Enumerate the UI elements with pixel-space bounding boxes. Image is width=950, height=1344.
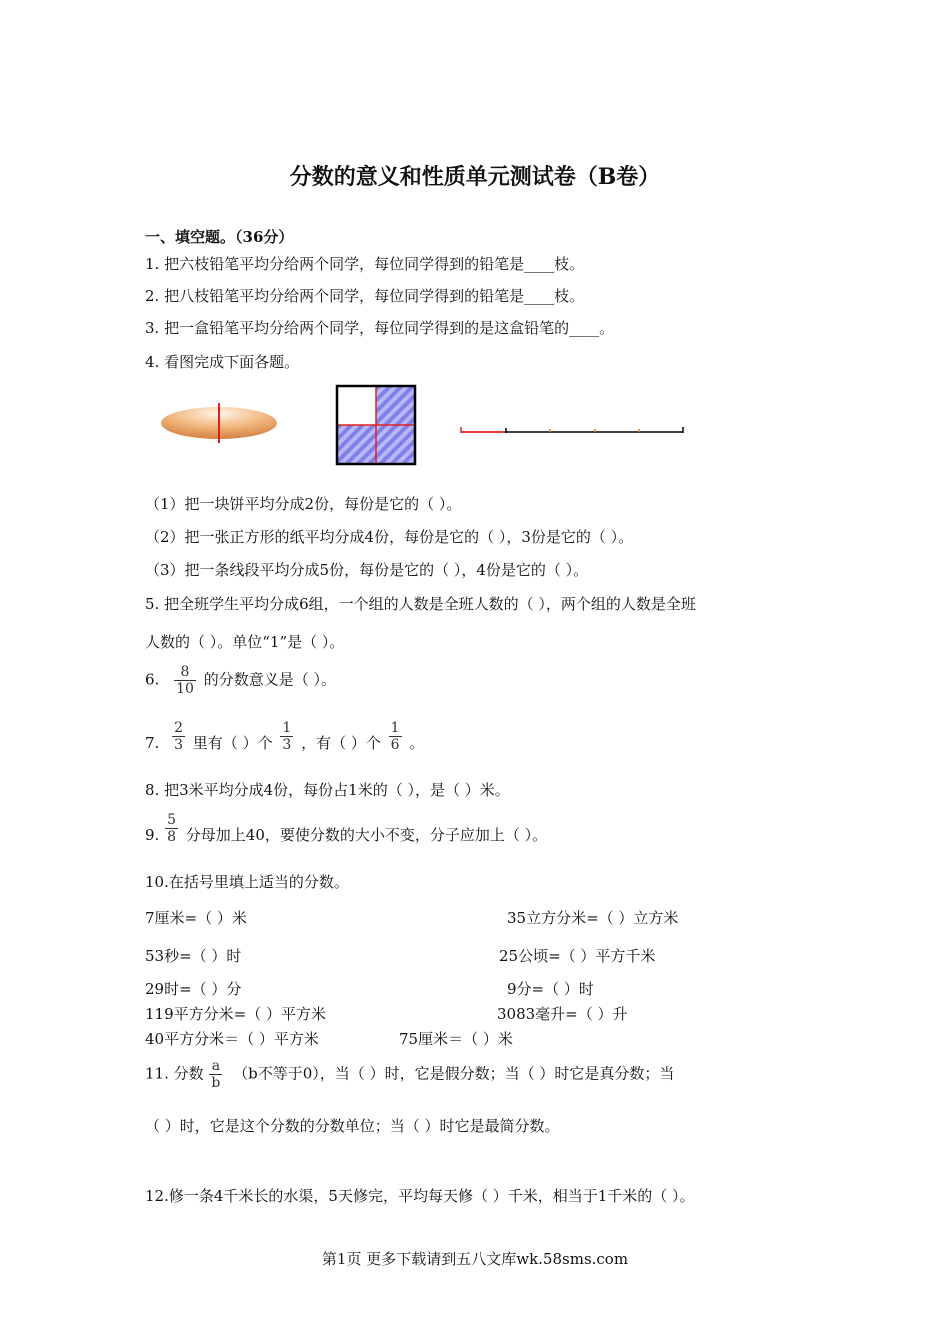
fraction-1-6: [389, 720, 402, 753]
question-6-number: 6.: [145, 670, 160, 689]
q10-item-right: 3083毫升=（ ）升: [497, 1005, 628, 1023]
q10-item-left: 7厘米=（ ）米: [145, 909, 247, 927]
fraction-numerator: 2: [174, 720, 184, 736]
fraction-8-10: [174, 664, 196, 697]
question-9-text: 分母加上40，要使分数的大小不变，分子应加上（ ）。: [185, 826, 548, 844]
fraction-2-3: [172, 720, 185, 753]
segment-line-figure: [458, 422, 688, 438]
question-11-text-a: （b不等于0），当（ ）时，它是假分数；当（ ）时它是真分数；当: [233, 1064, 675, 1083]
question-4: 4. 看图完成下面各题。: [145, 353, 300, 371]
q10-item-last-b: 75厘米＝（ ）米: [399, 1030, 513, 1048]
fraction-denominator: 8: [167, 829, 177, 845]
square-paper-figure: [334, 383, 418, 467]
q10-item-right: 25公顷=（ ）平方千米: [499, 947, 656, 965]
q10-item-left: 29时=（ ）分: [145, 980, 242, 998]
question-8: 8. 把3米平均分成4份，每份占1米的（ ），是（ ）米。: [145, 781, 510, 799]
question-9: [145, 812, 547, 845]
page-title: 分数的意义和性质单元测试卷（B卷）: [289, 164, 661, 190]
fraction-denominator: 3: [282, 737, 292, 753]
fraction-a-b: [209, 1058, 222, 1091]
question-6: [145, 664, 336, 697]
q10-item-right: 9分=（ ）时: [507, 980, 594, 998]
q10-item-left: 119平方分米=（ ）平方米: [145, 1005, 326, 1023]
q10-item-left: 53秒=（ ）时: [145, 947, 242, 965]
shaded-quarter-bottom-left: [337, 425, 376, 464]
fraction-numerator: 1: [282, 720, 292, 736]
fraction-1-3: [280, 720, 293, 753]
question-5-line-a: 5. 把全班学生平均分成6组，一个组的人数是全班人数的（ ），两个组的人数是全班: [145, 595, 696, 613]
q10-item-right: 35立方分米=（ ）立方米: [507, 909, 679, 927]
question-6-text: 的分数意义是（ ）。: [203, 670, 336, 689]
shaded-quarter-top-right: [376, 386, 415, 425]
fraction-denominator: b: [211, 1075, 221, 1091]
question-7-text-2: ，有（ ）个: [301, 734, 381, 752]
question-9-number: 9.: [145, 826, 160, 844]
fraction-5-8: [165, 812, 178, 845]
question-4-3: （3）把一条线段平均分成5份，每份是它的（ ），4份是它的（ ）。: [145, 561, 589, 579]
question-11-label: 11. 分数: [145, 1064, 204, 1083]
question-2: 2. 把八枝铅笔平均分给两个同学，每位同学得到的铅笔是____枝。: [145, 287, 585, 305]
fraction-numerator: 8: [180, 664, 190, 680]
question-1: 1. 把六枝铅笔平均分给两个同学，每位同学得到的铅笔是____枝。: [145, 255, 585, 273]
fraction-numerator: 5: [167, 812, 177, 828]
cake-ellipse-figure: [155, 395, 285, 455]
question-10: 10.在括号里填上适当的分数。: [145, 873, 349, 891]
question-7-text-3: 。: [409, 734, 425, 752]
shaded-quarter-bottom-right: [376, 425, 415, 464]
question-3: 3. 把一盒铅笔平均分给两个同学，每位同学得到的是这盒铅笔的____。: [145, 319, 615, 337]
question-4-2: （2）把一张正方形的纸平均分成4份，每份是它的（ ），3份是它的（ ）。: [145, 528, 634, 546]
question-7: [145, 720, 424, 753]
fraction-denominator: 10: [176, 681, 194, 697]
q10-item-last-a: 40平方分米＝（ ）平方米: [145, 1030, 319, 1048]
question-5-line-b: 人数的（ ）。单位“1”是（ ）。: [145, 633, 345, 651]
fraction-numerator: 1: [390, 720, 400, 736]
question-11-line-a: [145, 1058, 674, 1091]
question-11-line-b: （ ）时，它是这个分数的分数单位；当（ ）时它是最简分数。: [145, 1117, 560, 1135]
fraction-numerator: a: [211, 1058, 221, 1074]
question-4-1: （1）把一块饼平均分成2份，每份是它的（ ）。: [145, 495, 462, 513]
question-12: 12.修一条4千米长的水渠，5天修完，平均每天修（ ）千米，相当于1千米的（ ）。: [145, 1187, 695, 1205]
fraction-denominator: 3: [174, 737, 184, 753]
question-7-number: 7.: [145, 734, 160, 752]
page-footer: 第1页 更多下载请到五八文库wk.58sms.com: [321, 1250, 629, 1268]
section-heading-fill-in: 一、填空题。（36分）: [145, 228, 294, 246]
question-7-text-1: 里有（ ）个: [192, 734, 273, 752]
fraction-denominator: 6: [390, 737, 400, 753]
